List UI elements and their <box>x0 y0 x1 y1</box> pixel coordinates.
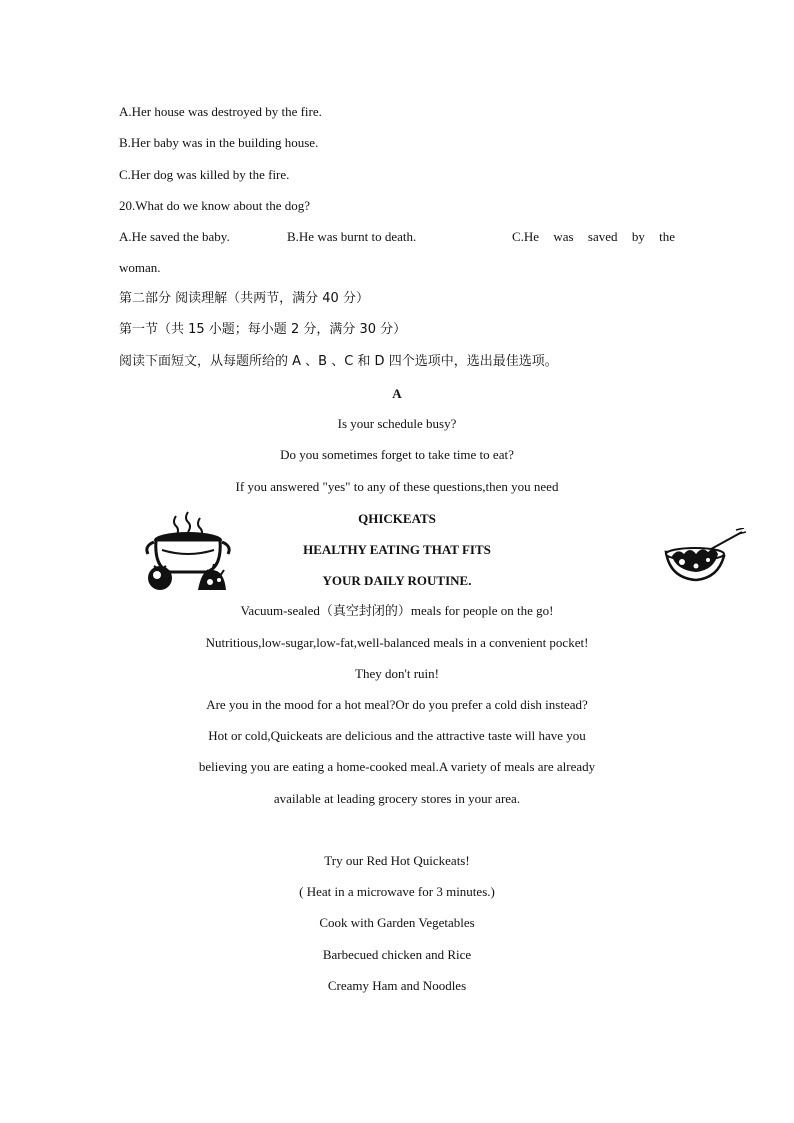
passage-label: A <box>392 386 402 401</box>
q20-option-c-word: saved <box>587 229 618 244</box>
cooking-pot-icon <box>140 510 236 594</box>
part-title: 第二部分 阅读理解（共两节，满分 40 分） <box>119 291 369 306</box>
menu-line-2: ( Heat in a microwave for 3 minutes.) <box>299 884 495 899</box>
q20-option-a: A.He saved the baby. <box>119 229 230 244</box>
ad-body-line-2: Nutritious,low-sugar,low-fat,well-balanced meals in a convenient pocket! <box>205 635 589 650</box>
q20-stem: 20.What do we know about the dog? <box>119 198 310 213</box>
ad-body-line-1: Vacuum-sealed（真空封闭的）meals for people on the go! <box>240 603 554 618</box>
menu-line-1: Try our Red Hot Quickeats! <box>324 853 470 868</box>
q19-option-c: C.Her dog was killed by the fire. <box>119 167 290 182</box>
q20-option-c-word: by <box>631 229 645 244</box>
ad-question-1: Is your schedule busy? <box>337 416 457 431</box>
q20-option-c-word: was <box>553 229 574 244</box>
menu-item: Creamy Ham and Noodles <box>327 978 467 993</box>
ad-question-2: Do you sometimes forget to take time to eat? <box>280 447 514 462</box>
ad-question-3: If you answered "yes" to any of these questions,then you need <box>235 479 559 494</box>
q20-option-c-continued: woman. <box>119 260 161 275</box>
ad-body-line-3: They don't ruin! <box>355 666 439 681</box>
q20-option-c-word: C.He <box>512 229 540 244</box>
ad-brand-name: QHICKEATS <box>358 511 436 526</box>
ad-slogan-line-2: YOUR DAILY ROUTINE. <box>322 573 472 588</box>
instructions: 阅读下面短文，从每题所给的 A 、B 、C 和 D 四个选项中，选出最佳选项。 <box>119 354 558 369</box>
ad-body-line-7: available at leading grocery stores in your area. <box>273 791 521 806</box>
ad-body-line-5: Hot or cold,Quickeats are delicious and the attractive taste will have you <box>208 728 586 743</box>
menu-item: Cook with Garden Vegetables <box>319 915 475 930</box>
ad-body-line-6: believing you are eating a home-cooked meal.A variety of meals are already <box>198 759 596 774</box>
q19-option-a: A.Her house was destroyed by the fire. <box>119 104 322 119</box>
ad-body-line-4: Are you in the mood for a hot meal?Or do you prefer a cold dish instead? <box>206 697 588 712</box>
ad-slogan-line-1: HEALTHY EATING THAT FITS <box>303 542 491 557</box>
menu-item: Barbecued chicken and Rice <box>322 947 472 962</box>
q20-option-c-word: the <box>659 229 675 244</box>
q20-option-b: B.He was burnt to death. <box>287 229 417 244</box>
q19-option-b: B.Her baby was in the building house. <box>119 135 319 150</box>
salad-bowl-icon <box>664 528 746 582</box>
q20-option-c <box>512 229 675 245</box>
section-title: 第一节（共 15 小题；每小题 2 分，满分 30 分） <box>119 322 407 337</box>
